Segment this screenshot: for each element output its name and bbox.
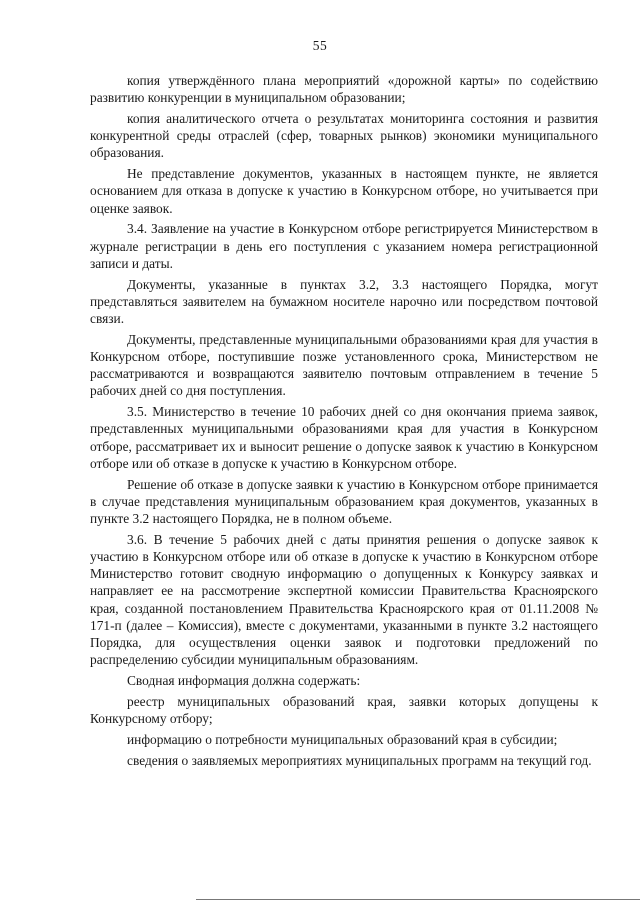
paragraph-3-5: 3.5. Министерство в течение 10 рабочих дней со дня окончания приема заявок, представленных муниципальными образованиями края для участия в Конкурсном отборе, рассматривает их и выносит решение о допуске заявок к участию в Конкурсном отборе или об отказе в допуске к участию в Конкурсном отборе.: [90, 404, 598, 471]
paragraph-report-copy: копия аналитического отчета о результатах мониторинга состояния и развития конкурентной среды отраслей (сфер, товарных рынков) экономики муниципального образования.: [90, 111, 598, 161]
paragraph-refusal: Решение об отказе в допуске заявки к участию в Конкурсном отборе принимается в случае представления муниципальным образованием края документов, указанных в пункте 3.2 настоящего Порядка, не в полном объеме.: [90, 476, 598, 527]
paragraph-non-submission: Не представление документов, указанных в настоящем пункте, не является основанием для отказа в допуске к участию в Конкурсном отборе, но учитывается при оценке заявок.: [90, 166, 598, 216]
paragraph-documents-delivery: Документы, указанные в пунктах 3.2, 3.3 настоящего Порядка, могут представляться заявителем на бумажном носителе нарочно или посредством почтовой связи.: [90, 276, 598, 327]
paragraph-3-6: 3.6. В течение 5 рабочих дней с даты принятия решения о допуске заявок к участию в Конкурсном отборе или об отказе в допуске к участию в Конкурсном отборе Министерство готовит сводную информацию о допущенных к Конкурсу заявках и направляет ее на рассмотрение экспертной комиссии Правительства Красноярского края, созданной постановлением Правительства Красноярского края от 01.11.2008 № 171-п (далее – Комиссия), вместе с документами, указанными в пункте 3.2 настоящего Порядка, для осуществления оценки заявок и подготовки предложений по распределению субсидии муниципальным образованиям.: [90, 531, 598, 668]
bottom-rule: [196, 899, 640, 900]
paragraph-plan-copy: копия утверждённого плана мероприятий «дорожной карты» по содействию развитию конкуренции в муниципальном образовании;: [90, 73, 598, 106]
paragraph-registry: реестр муниципальных образований края, заявки которых допущены к Конкурсному отбору;: [90, 693, 598, 727]
paragraph-3-4: 3.4. Заявление на участие в Конкурсном отборе регистрируется Министерством в журнале регистрации в день его поступления с указанием номера регистрационной записи и даты.: [90, 221, 598, 271]
paragraph-late-documents: Документы, представленные муниципальными образованиями края для участия в Конкурсном отборе, поступившие позже установленного срока, Министерством не рассматриваются и возвращаются заявителю почтовым отправлением в течение 5 рабочих дней со дня поступления.: [90, 331, 598, 399]
paragraph-activities: сведения о заявляемых мероприятиях муниципальных программ на текущий год.: [127, 752, 592, 768]
page-number: 55: [312, 38, 328, 53]
body-text: [90, 72, 598, 772]
paragraph-summary-contents: Сводная информация должна содержать:: [127, 673, 361, 689]
paragraph-need-info: информацию о потребности муниципальных образований края в субсидии;: [127, 731, 558, 747]
